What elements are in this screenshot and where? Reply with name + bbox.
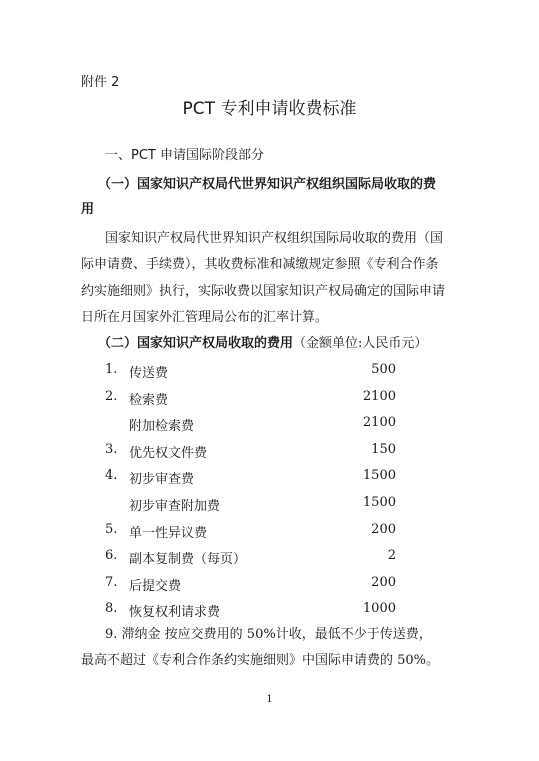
paragraph-line: 国家知识产权局代世界知识产权组织国际局收取的费用（国: [105, 231, 444, 246]
fee-amount: 2: [387, 548, 396, 563]
fee-number: 8.: [105, 601, 118, 616]
paragraph-line: 际申请费、手续费），其收费标准和减缴规定参照《专利合作条: [81, 257, 439, 272]
currency-note: （金额单位:人民币元）: [293, 336, 428, 351]
fee-row: [0, 548, 539, 566]
fee-row: [0, 495, 539, 513]
fee-name: 初步审查费: [129, 472, 195, 487]
fee-row: [0, 522, 539, 540]
fee-row: [0, 601, 539, 619]
fee-number: 1.: [105, 362, 118, 377]
fee-name: 初步审查附加费: [129, 499, 221, 514]
fee-name: 优先权文件费: [129, 446, 208, 461]
fee-row: [0, 362, 539, 380]
page-title: PCT 专利申请收费标准: [182, 99, 357, 119]
fee-amount: 200: [371, 575, 396, 590]
fee-amount: 1000: [362, 601, 396, 616]
fee-amount: 1500: [362, 495, 396, 510]
fee-name: 副本复制费（每页）: [129, 552, 247, 567]
fee-amount: 2100: [362, 415, 396, 430]
fee-number: 4.: [105, 468, 118, 483]
fee-name: 传送费: [129, 366, 169, 381]
late-fee-line-2: 最高不超过《专利合作条约实施细则》中国际申请费的 50%。: [81, 653, 440, 668]
fee-number: 6.: [105, 548, 118, 563]
paragraph-line: 日所在月国家外汇管理局公布的汇率计算。: [81, 310, 329, 325]
fee-row: [0, 415, 539, 433]
fee-name: 后提交费: [129, 579, 182, 594]
fee-row: [0, 468, 539, 486]
fee-name: 单一性异议费: [129, 526, 208, 541]
subsection-heading-2: [98, 335, 498, 353]
attachment-label: 附件 2: [81, 75, 120, 90]
fee-row: [0, 575, 539, 593]
fee-amount: 150: [371, 442, 396, 457]
fee-amount: 500: [371, 362, 396, 377]
fee-name: 恢复权利请求费: [129, 605, 221, 620]
fee-amount: 1500: [362, 468, 396, 483]
fee-amount: 200: [371, 522, 396, 537]
subsection-heading-1-line-1: （一）国家知识产权局代世界知识产权组织国际局收取的费: [98, 177, 437, 192]
fee-number: 2.: [105, 389, 118, 404]
page-number: 1: [266, 694, 273, 705]
fee-number: 7.: [105, 575, 118, 590]
fee-name: 附加检索费: [129, 419, 195, 434]
subsection-heading-1-line-2: 用: [81, 202, 95, 217]
subsection-heading-2-title: （二）国家知识产权局收取的费用: [98, 336, 294, 351]
fee-row: [0, 442, 539, 460]
section-heading: 一、PCT 申请国际阶段部分: [105, 148, 264, 163]
fee-number: 5.: [105, 522, 118, 537]
paragraph-line: 约实施细则》执行，实际收费以国家知识产权局确定的国际申请: [81, 284, 446, 299]
late-fee-line-1: 9. 滞纳金 按应交费用的 50%计收，最低不少于传送费，: [105, 627, 432, 642]
fee-number: 3.: [105, 442, 118, 457]
fee-name: 检索费: [129, 393, 169, 408]
fee-amount: 2100: [362, 389, 396, 404]
fee-row: [0, 389, 539, 407]
